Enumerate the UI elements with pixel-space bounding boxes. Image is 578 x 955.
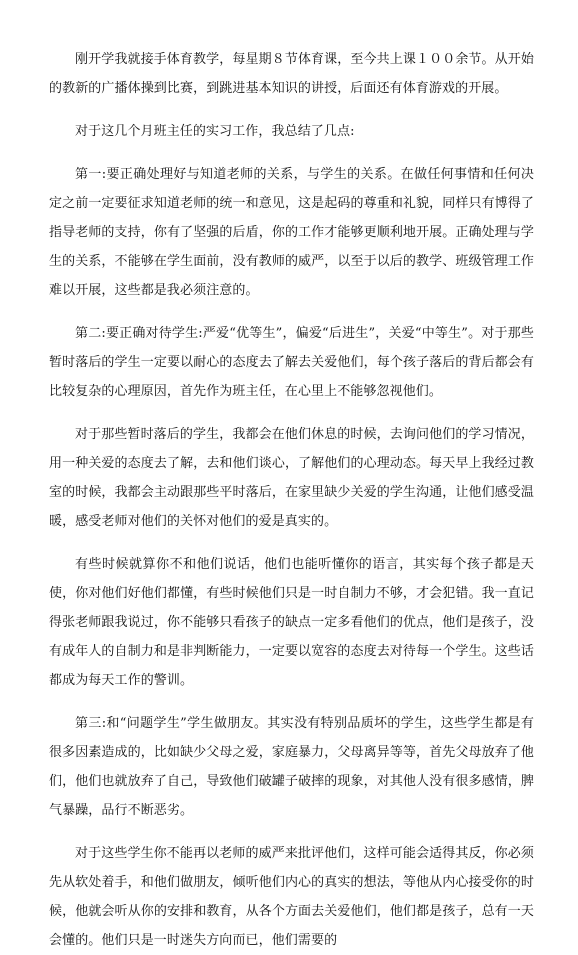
paragraph-5: 对于那些暂时落后的学生，我都会在他们休息的时候，去询问他们的学习情况，用一种关爱的态度去了解，去和他们谈心，了解他们的心理动态。每天早上我经过教室的时候，我都会主动跟那些平时落后，在家里缺少关爱的学生沟通，让他们感受温暖，感受老师对他们的关怀对他们的爱是真实的。 (49, 427, 534, 529)
paragraph-2: 对于这几个月班主任的实习工作，我总结了几点: (75, 124, 355, 139)
paragraph-6: 有些时候就算你不和他们说话，他们也能听懂你的语言，其实每个孩子都是天使，你对他们好他们都懂，有些时候他们只是一时自制力不够，才会犯错。我一直记得张老师跟我说过，你不能够只看孩子的缺点一定多看他们的优点，他们是孩子，没有成年人的自制力和是非判断能力，一定要以宽容的态度去对待每一个学生。这些话都成为每天工作的警训。 (49, 557, 534, 688)
paragraph-7: 第三:和“问题学生”学生做朋友。其实没有特别品质坏的学生，这些学生都是有很多因素造成的，比如缺少父母之爱，家庭暴力，父母离异等等，首先父母放弃了他们，他们也就放弃了自己，导致他们破罐子破摔的现象，对其他人没有很多感情，脾气暴躁，品行不断恶劣。 (49, 716, 534, 818)
paragraph-4: 第二:要正确对待学生:严爱“优等生”，偏爱“后进生”，关爱“中等生”。对于那些暂时落后的学生一定要以耐心的态度去了解去关爱他们，每个孩子落后的背后都会有比较复杂的心理原因，首先作为班主任，在心里上不能够忽视他们。 (49, 326, 534, 399)
paragraph-3: 第一:要正确处理好与知道老师的关系，与学生的关系。在做任何事情和任何决定之前一定要征求知道老师的统一和意见，这是起码的尊重和礼貌，同样只有博得了指导老师的支持，你有了坚强的后盾，你的工作才能够更顺利地开展。正确处理与学生的关系，不能够在学生面前，没有教师的威严，以至于以后的教学、班级管理工作难以开展，这些都是我必须注意的。 (49, 167, 534, 298)
paragraph-8: 对于这些学生你不能再以老师的威严来批评他们，这样可能会适得其反，你必须先从软处着手，和他们做朋友，倾听他们内心的真实的想法，等他从内心接受你的时候，他就会听从你的安排和教育，从各个方面去关爱他们，他们都是孩子，总有一天会懂的。他们只是一时迷失方向而已，他们需要的 (49, 846, 534, 948)
paragraph-1: 刚开学我就接手体育教学，每星期８节体育课，至今共上课１００余节。从开始的教新的广播体操到比赛，到跳进基本知识的讲授，后面还有体育游戏的开展。 (49, 52, 534, 96)
